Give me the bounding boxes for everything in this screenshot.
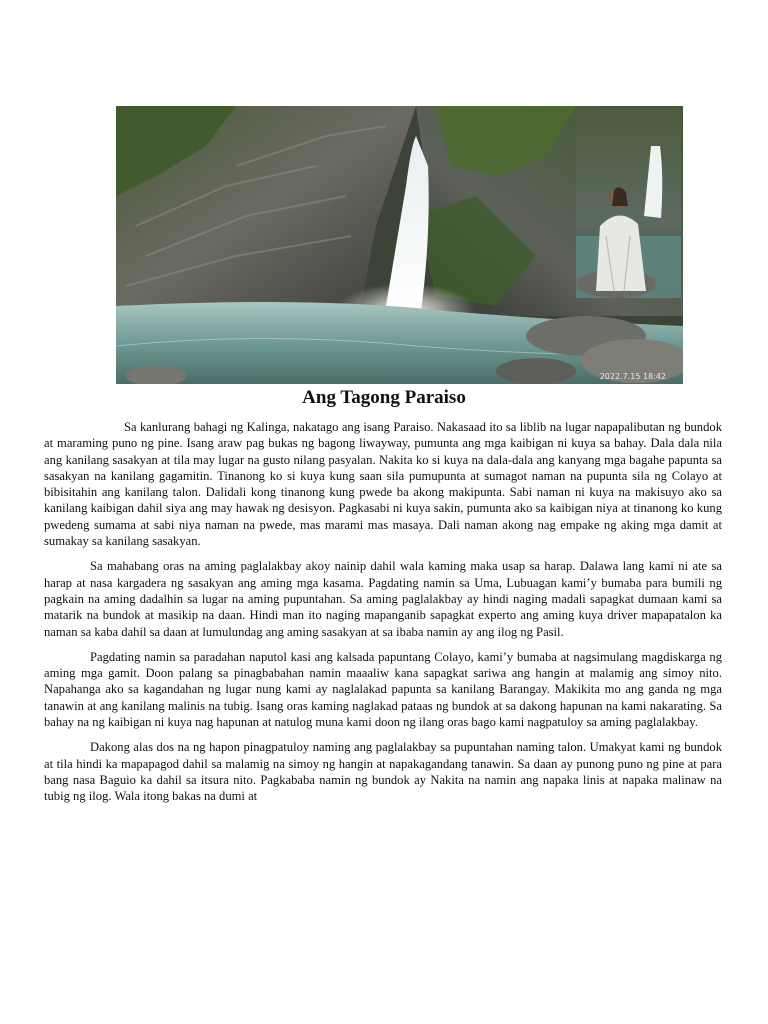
paragraph-2: Sa mahabang oras na aming paglalakbay akoy nainip dahil wala kaming maka usap sa harap. Dalawa lang kami ni ate sa harap at nasa kargadera ng sasakyan ang aming mga kasama. Pagdating namin sa Uma, Lubuagan kami’y bumaba para bumili ng pagkain na aming dadalhin sa lugar na aming pupuntahan. Sa aming paglalakbay ay hindi naging madali sapagkat dumaan kami sa matarik na bundok at masikip na daan. Hindi man ito naging mapanganib sapagkat experto ang aming kuya driver mapapatalon ka naman sa kaba dahil sa daan at lumulundag ang aming sasakyan at sa ibaba namin ay ang ilog ng Pasil. xyxy=(44,559,722,639)
article-body xyxy=(44,419,722,814)
paragraph-1: Sa kanlurang bahagi ng Kalinga, nakatago ang isang Paraiso. Nakasaad ito sa liblib na lugar napapalibutan ng bundok at maraming puno ng pine. Isang araw pag bukas ng bagong liwayway, pumunta ang mga kaibigan ni kuya sa bahay. Dala dala nila ang kanilang sasakyan at tila may lugar na gusto nilang pasyalan. Nakita ko si kuya na dala-dala ang kanyang mga bagahe papunta sa sasakyan na kanilang gagamitin. Tinanong ko si kuya kung saan sila pumupunta at sumagot naman na pupunta sila ng Colayo at bibisitahin ang kanilang talon. Dalidali kong tinanong kung pwede ba akong makipunta. Sabi naman ni kuya na makisuyo ako sa kanilang kaibigan dahil siya ang may hawak ng desisyon. Pagkasabi ni kuya sakin, pumunta ako sa kaibigan niya at tinanong ko kung pwedeng sumama at sabi niya naman na pwede, mas marami mas masaya. Dali naman akong nag empake ng aking mga damit at sumakay sa kanilang sasakyan. xyxy=(44,420,722,549)
page-title: Ang Tagong Paraiso xyxy=(302,387,466,408)
paragraph-3: Pagdating namin sa paradahan naputol kasi ang kalsada papuntang Colayo, kami’y bumaba at nagsimulang magdiskarga ng aming mga gamit. Doon palang sa pinagbabahan namin maaaliw kana sapagkat sariwa ang hangin at malamig ang simoy nito. Napahanga ako sa kagandahan ng lugar nung kami ay naglalakad papunta sa kanilang Barangay. Makikita mo ang ganda ng mga tanawin at ang kanilang malinis na tubig. Isang oras kaming naglakad pataas ng bundok at sa dakong hapunan na kami nakarating. Sa bahay na ng kaibigan ni kuya nag hapunan at natulog muna kami doon ng ilang oras bago kami nagpatuloy sa aming paglalakbay. xyxy=(44,649,722,730)
paragraph-4: Dakong alas dos na ng hapon pinagpatuloy naming ang paglalakbay sa pupuntahan naming talon. Umakyat kami ng bundok at tila hindi ka mapapagod dahil sa malamig na simoy ng hangin at napakagandang tanawin. Sa daan ay punong puno ng pine at para bang nasa Baguio ka dahil sa itsura nito. Pagkababa namin ng bundok ay Nakita na namin ang napaka linis at napaka malinaw na tubig ng ilog. Wala itong bakas na dumi at xyxy=(44,740,722,804)
photo-timestamp: 2022.7.15 18:42 xyxy=(599,372,666,381)
woman-with-shawl-photo xyxy=(576,108,681,298)
waterfall-illustration xyxy=(116,106,683,384)
waterfall-photo xyxy=(116,106,683,384)
